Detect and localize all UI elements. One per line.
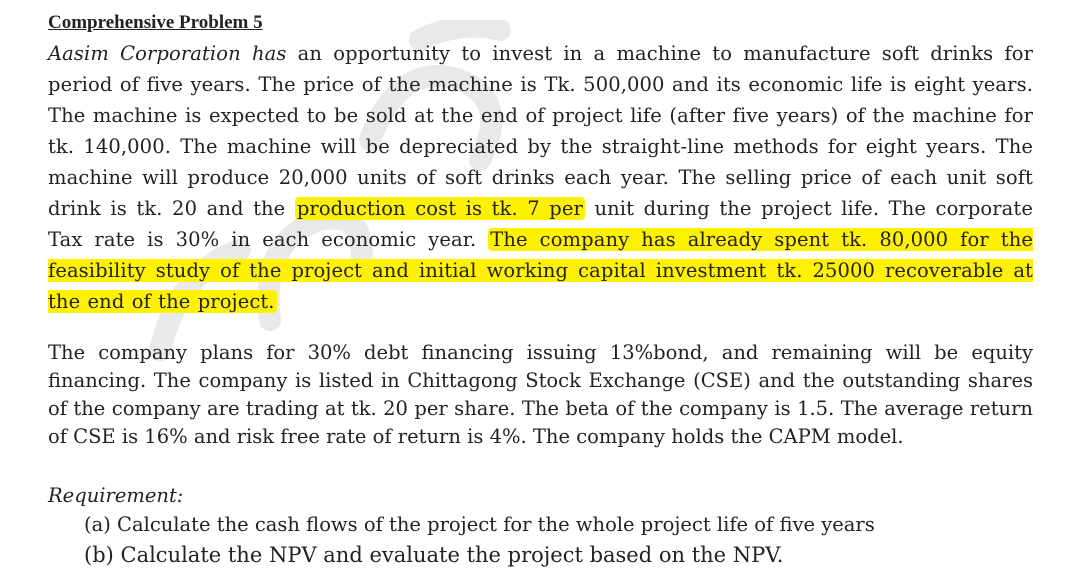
highlight-production-cost: production cost is tk. 7 per xyxy=(296,197,583,220)
requirement-item-b: (b) Calculate the NPV and evaluate the project based on the NPV. xyxy=(84,543,784,567)
problem-paragraph-1 xyxy=(48,38,1033,317)
problem-title: Comprehensive Problem 5 xyxy=(48,12,263,33)
paragraph-text-a: an opportunity to invest in a machine to manufacture soft drinks for period of five years. The price of the machine is Tk. 500,000 and its economic life is eight years. The machine is expected to be sold at the end of project life (after five years) of the machine for tk. 140,000. The machine will be depreciated by the straight-line methods for eight years. The machine will produce 20,000 units of soft drinks each year. The selling price of each unit soft drink is tk. 20 and the xyxy=(48,42,1034,220)
document-page xyxy=(48,10,1033,571)
requirement-list xyxy=(48,509,1033,571)
highlight-feasibility-study: The company has already spent tk. 80,000 for the feasibility study of the project and initial working capital investment tk. 25000 recoverable at the end of the project. xyxy=(48,228,1033,313)
requirement-label: Requirement: xyxy=(48,484,184,507)
problem-paragraph-2: The company plans for 30% debt financing issuing 13%bond, and remaining will be equity financing. The company is listed in Chittagong Stock Exchange (CSE) and the outstanding shares of the company are trading at tk. 20 per share. The beta of the company is 1.5. The average return of CSE is 16% and risk free rate of return is 4%. The company holds the CAPM model. xyxy=(48,341,1033,448)
requirement-item-a: (a) Calculate the cash flows of the project for the whole project life of five years xyxy=(84,513,875,536)
intro-text: Aasim Corporation has xyxy=(48,42,287,65)
paragraph-text-b: unit during the project life. The corporate Tax rate is 30% in each economic year. xyxy=(48,197,1033,251)
